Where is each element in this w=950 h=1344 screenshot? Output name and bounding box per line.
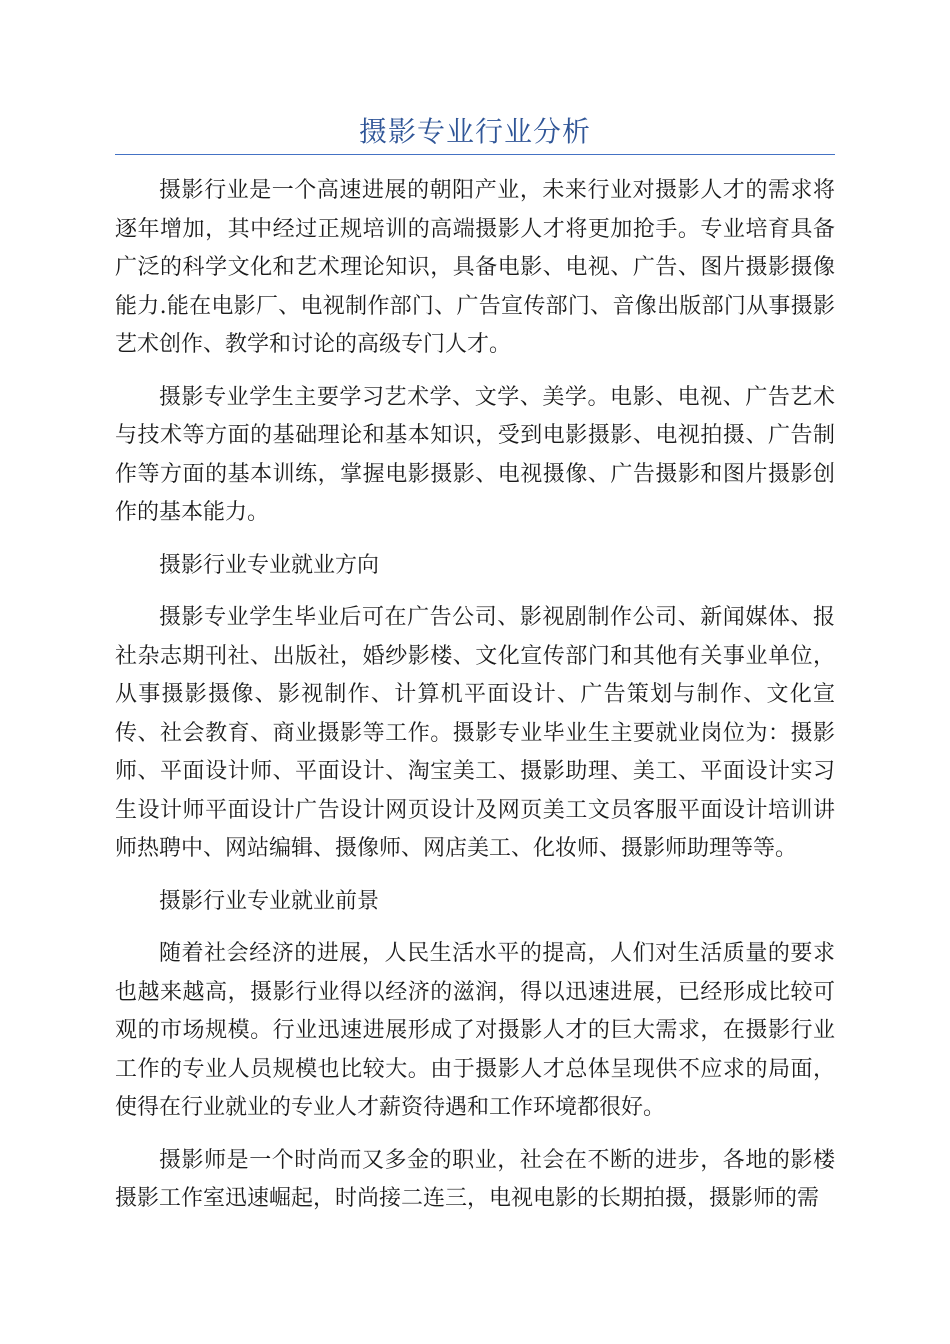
document-body [115, 172, 835, 1233]
paragraph-curriculum: 摄影专业学生主要学习艺术学、文学、美学。电影、电视、广告艺术与技术等方面的基础理论和基本知识，受到电影摄影、电视拍摄、广告制作等方面的基本训练，掌握电影摄影、电视摄像、广告摄影和图片摄影创作的基本能力。 [115, 384, 835, 525]
paragraph-employment-direction: 摄影专业学生毕业后可在广告公司、影视剧制作公司、新闻媒体、报社杂志期刊社、出版社，婚纱影楼、文化宣传部门和其他有关事业单位，从事摄影摄像、影视制作、计算机平面设计、广告策划与制作、文化宣传、社会教育、商业摄影等工作。摄影专业毕业生主要就业岗位为：摄影师、平面设计师、平面设计、淘宝美工、摄影助理、美工、平面设计实习生设计师平面设计广告设计网页设计及网页美工文员客服平面设计培训讲师热聘中、网站编辑、摄像师、网店美工、化妆师、摄影师助理等等。 [115, 605, 835, 861]
section-heading-employment-prospects: 摄影行业专业就业前景 [159, 888, 380, 914]
paragraph-photographer-career: 摄影师是一个时尚而又多金的职业，社会在不断的进步，各地的影楼摄影工作室迅速崛起，时尚接二连三，电视电影的长期拍摄，摄影师的需 [115, 1147, 835, 1211]
title-underline [115, 154, 835, 155]
paragraph-intro: 摄影行业是一个高速进展的朝阳产业，未来行业对摄影人才的需求将逐年增加，其中经过正规培训的高端摄影人才将更加抢手。专业培育具备广泛的科学文化和艺术理论知识，具备电影、电视、广告、图片摄影摄像能力.能在电影厂、电视制作部门、广告宣传部门、音像出版部门从事摄影艺术创作、教学和讨论的高级专门人才。 [115, 178, 835, 357]
section-heading-employment-direction: 摄影行业专业就业方向 [159, 552, 380, 578]
document-title: 摄影专业行业分析 [358, 115, 591, 148]
paragraph-employment-prospects: 随着社会经济的进展，人民生活水平的提高，人们对生活质量的要求也越来越高，摄影行业得以经济的滋润，得以迅速进展，已经形成比较可观的市场规模。行业迅速进展形成了对摄影人才的巨大需求，在摄影行业工作的专业人员规模也比较大。由于摄影人才总体呈现供不应求的局面，使得在行业就业的专业人才薪资待遇和工作环境都很好。 [115, 941, 835, 1120]
